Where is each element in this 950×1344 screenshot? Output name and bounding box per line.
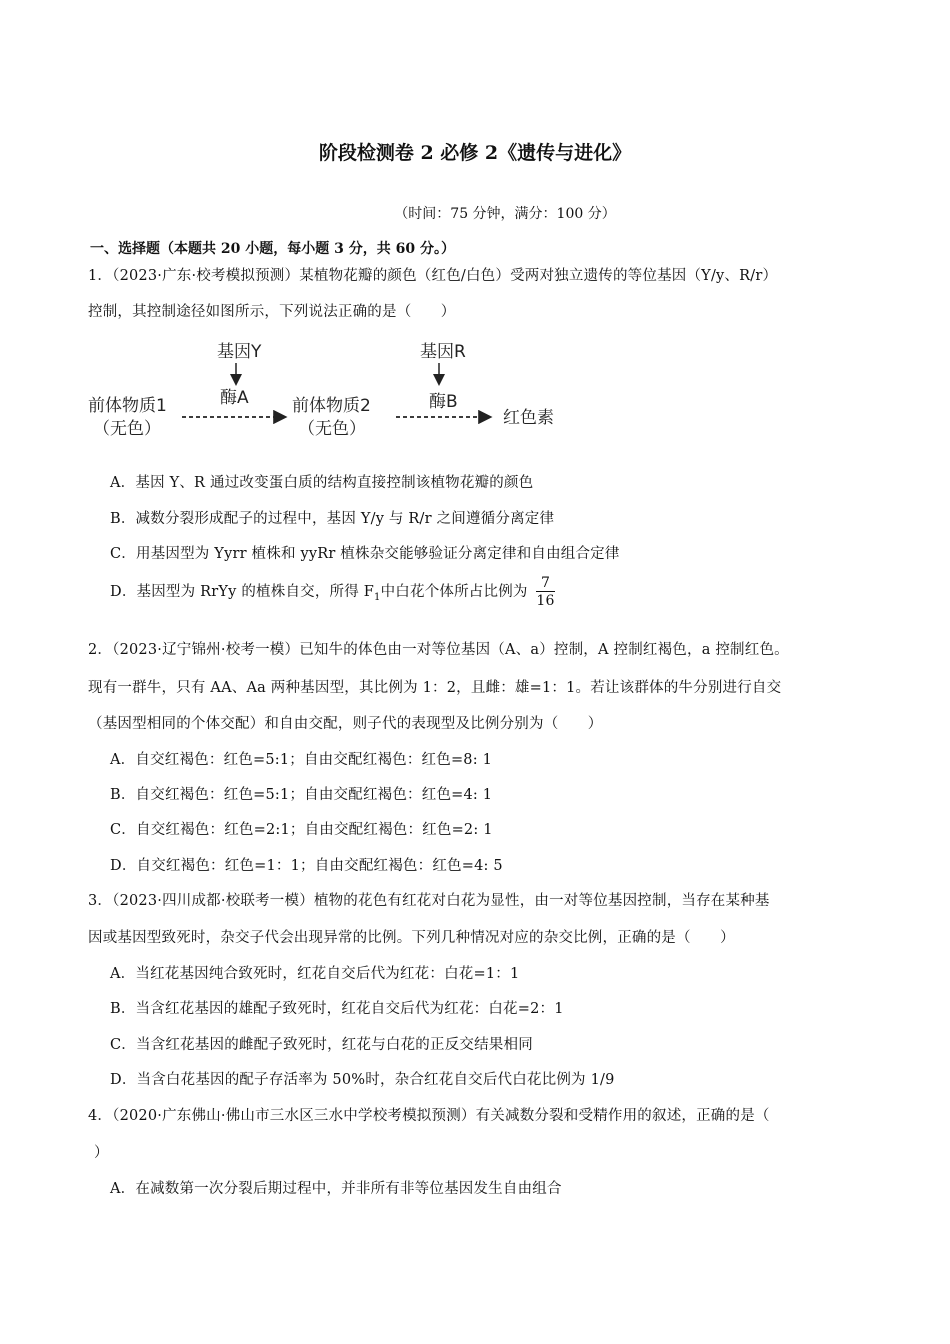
q2-stem-line2: 现有一群牛，只有 AA、Aa 两种基因型，其比例为 1：2，且雌：雄=1：1。若让该群体的牛分别进行自交 xyxy=(88,680,782,696)
fraction-numerator: 7 xyxy=(536,576,554,592)
section-heading: 一、选择题（本题共 20 小题，每小题 3 分，共 60 分。） xyxy=(90,241,455,257)
q1-option-c: C．用基因型为 Yyrr 植株和 yyRr 植株杂交能够验证分离定律和自由组合定律 xyxy=(110,546,620,562)
q2-stem-line3: （基因型相同的个体交配）和自由交配，则子代的表现型及比例分别为（ ） xyxy=(88,716,603,732)
q4-stem-line1: 4．（2020·广东佛山·佛山市三水区三水中学校考模拟预测）有关减数分裂和受精作用的叙述，正确的是（ xyxy=(88,1108,770,1124)
q2-option-a: A．自交红褐色：红色=5:1；自由交配红褐色：红色=8: 1 xyxy=(110,752,493,768)
q1-option-d-text1: D．基因型为 RrYy 的植株自交，所得 F xyxy=(110,584,375,600)
q1-option-b: B．减数分裂形成配子的过程中，基因 Y/y 与 R/r 之间遵循分离定律 xyxy=(110,511,555,527)
precursor2-color: （无色） xyxy=(298,419,366,439)
q3-option-c: C．当含红花基因的雌配子致死时，红花与白花的正反交结果相同 xyxy=(110,1037,533,1053)
q3-option-b: B．当含红花基因的雄配子致死时，红花自交后代为红花：白花=2：1 xyxy=(110,1001,564,1017)
q3-option-a: A．当红花基因纯合致死时，红花自交后代为红花：白花=1：1 xyxy=(110,966,520,982)
q4-stem-line2: ） xyxy=(94,1145,109,1161)
q4-option-a: A．在减数第一次分裂后期过程中，并非所有非等位基因发生自由组合 xyxy=(110,1181,562,1197)
q1-option-d xyxy=(110,576,555,608)
precursor1-color: （无色） xyxy=(93,419,161,439)
gene-r-label: 基因R xyxy=(420,342,466,362)
pathway-diagram xyxy=(85,333,585,453)
q1-option-d-text2: 中白花个体所占比例为 xyxy=(380,584,528,600)
enzyme-b-label: 酶B xyxy=(429,392,458,412)
q2-option-c: C．自交红褐色：红色=2:1；自由交配红褐色：红色=2: 1 xyxy=(110,822,493,838)
q3-stem-line2: 因或基因型致死时，杂交子代会出现异常的比例。下列几种情况对应的杂交比例，正确的是（ ） xyxy=(88,930,735,946)
product-label: 红色素 xyxy=(503,408,554,428)
q2-option-b: B．自交红褐色：红色=5:1；自由交配红褐色：红色=4: 1 xyxy=(110,787,493,803)
q1-option-d-subscript: 1 xyxy=(374,591,381,603)
q3-stem-line1: 3．（2023·四川成都·校联考一模）植物的花色有红花对白花为显性，由一对等位基因控制，当存在某种基 xyxy=(88,893,770,909)
q3-option-d: D．当含白花基因的配子存活率为 50%时，杂合红花自交后代白花比例为 1/9 xyxy=(110,1072,615,1088)
gene-y-label: 基因Y xyxy=(217,342,262,362)
q1-stem-line1: 1．（2023·广东·校考模拟预测）某植物花瓣的颜色（红色/白色）受两对独立遗传的等位基因（Y/y、R/r） xyxy=(88,268,778,284)
fraction-denominator: 16 xyxy=(536,593,555,609)
exam-info: （时间：75 分钟，满分：100 分） xyxy=(394,206,616,222)
page-title: 阶段检测卷 2 必修 2《遗传与进化》 xyxy=(318,142,632,164)
q2-stem-line1: 2．（2023·辽宁锦州·校考一模）已知牛的体色由一对等位基因（A、a）控制，A 控制红褐色，a 控制红色。 xyxy=(88,642,789,658)
q2-option-d: D．自交红褐色：红色=1：1；自由交配红褐色：红色=4: 5 xyxy=(110,858,503,874)
enzyme-a-label: 酶A xyxy=(220,388,249,408)
precursor1-label: 前体物质1 xyxy=(88,396,167,416)
q1-option-a: A．基因 Y、R 通过改变蛋白质的结构直接控制该植物花瓣的颜色 xyxy=(110,475,534,491)
fraction xyxy=(536,576,554,608)
q1-stem-line2: 控制，其控制途径如图所示，下列说法正确的是（ ） xyxy=(88,304,456,320)
precursor2-label: 前体物质2 xyxy=(292,396,371,416)
